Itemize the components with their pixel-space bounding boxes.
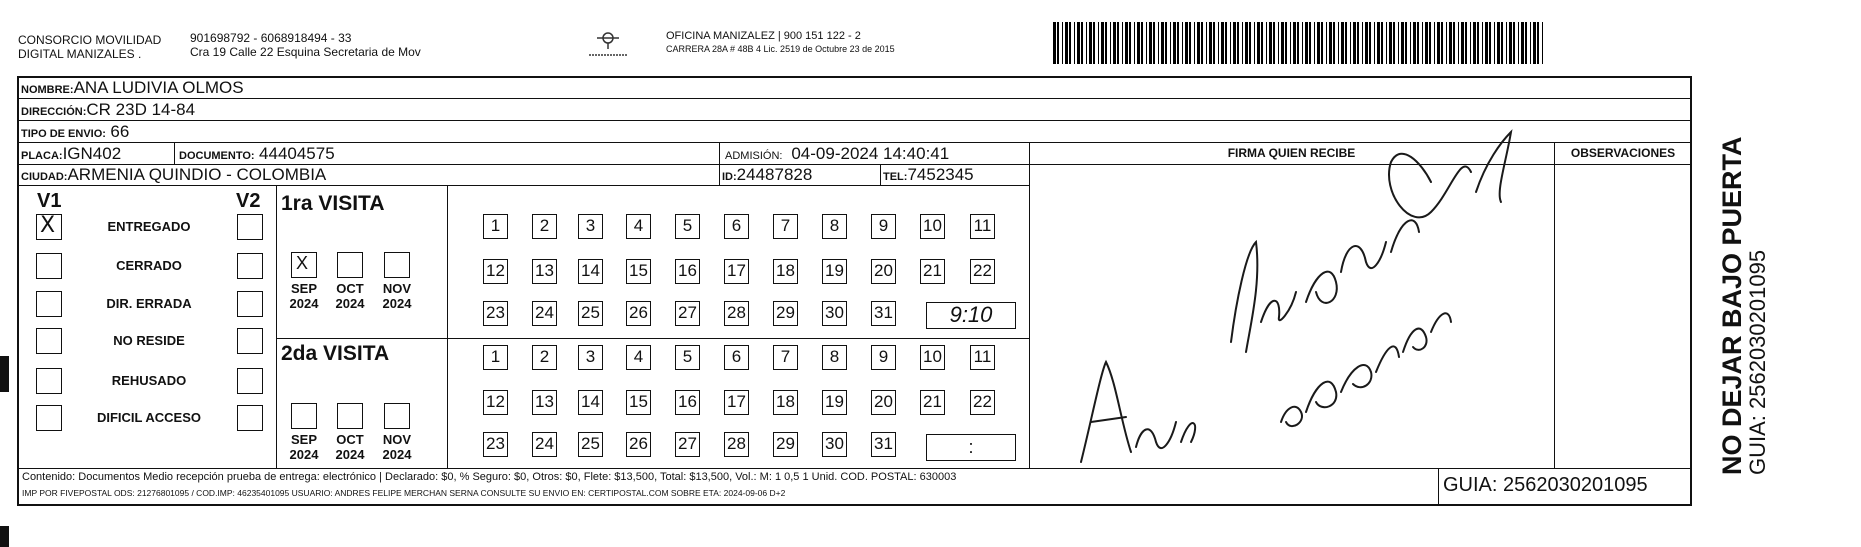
barcode-bar [1338,22,1339,64]
visit2-day-5[interactable]: 5 [675,345,700,370]
barcode-bar [1285,22,1287,64]
barcode-bar [1441,22,1443,64]
v2-checkbox-no-reside[interactable] [237,328,263,354]
plate-label: PLACA: [21,150,63,162]
barcode-bar [1141,22,1143,64]
visit1-month-nov-box[interactable] [384,252,410,278]
barcode-bar [1278,22,1279,64]
signature-header: FIRMA QUIEN RECIBE [1227,146,1356,160]
visit2-day-31[interactable]: 31 [871,432,896,457]
visit2-day-11[interactable]: 11 [970,345,995,370]
v1-checkbox-rehusado[interactable] [36,368,62,394]
visit1-time-box[interactable] [926,302,1016,329]
barcode-bar [1305,22,1308,64]
visit2-month-oct-box[interactable] [337,403,363,429]
admission-value: 04-09-2024 14:40:41 [791,144,950,163]
barcode-bar [1269,22,1272,64]
barcode-bar [1353,22,1356,64]
no-dejar-bajo-puerta: NO DEJAR BAJO PUERTA [1717,136,1747,475]
barcode-bar [1290,22,1291,64]
visit2-day-24[interactable]: 24 [532,432,557,457]
visit1-day-1[interactable]: 1 [483,214,508,239]
barcode-bar [1365,22,1368,64]
v2-checkbox-dificil-acceso[interactable] [237,405,263,431]
v1-label: V1 [37,190,62,212]
barcode-bar [1386,22,1387,64]
status-rehusado: REHUSADO [111,373,187,388]
barcode-bar [1369,22,1371,64]
visit1-day-16[interactable]: 16 [675,259,700,284]
barcode-bar [1398,22,1399,64]
barcode-bar [1177,22,1179,64]
id-label: ID: [722,171,737,183]
barcode-bar [1153,22,1155,64]
barcode-bar [1129,22,1131,64]
barcode-bar [1110,22,1111,64]
barcode-bar [1098,22,1099,64]
visit1-month-sep [280,281,328,311]
company-name [18,33,161,61]
visit2-day-18[interactable]: 18 [773,390,798,415]
barcode-bar [1137,22,1140,64]
status-dificil-acceso: DIFICIL ACCESO [96,410,201,425]
barcode-bar [1069,22,1071,64]
document-value: 44404575 [259,144,335,163]
visit1-day-22[interactable]: 22 [970,259,995,284]
barcode-bar [1053,22,1056,64]
barcode-bar [1101,22,1104,64]
v1-checkbox-entregado[interactable] [36,214,62,240]
barcode-bar [1249,22,1251,64]
visit1-day-3[interactable]: 3 [578,214,603,239]
barcode-bar [1257,22,1260,64]
barcode-bar [1173,22,1176,64]
admission-label: ADMISIÓN: [725,150,783,162]
barcode-bar [1093,22,1095,64]
address-row [21,101,195,121]
v2-checkbox-entregado[interactable] [237,214,263,240]
visit2-day-4[interactable]: 4 [626,345,651,370]
visit2-day-9[interactable]: 9 [871,345,896,370]
barcode-bar [1521,22,1524,64]
barcode-bar [1242,22,1243,64]
visit2-time-box[interactable] [926,434,1016,461]
visit2-day-2[interactable]: 2 [532,345,557,370]
side-guia: GUIA: 2562030201095 [1745,249,1770,475]
visit2-oct-year: 2024 [335,447,365,462]
visit2-title: 2da VISITA [281,342,390,365]
barcode-bar [1501,22,1503,64]
visit1-day-12[interactable]: 12 [483,259,508,284]
barcode-bar [1213,22,1215,64]
barcode-bar [1122,22,1123,64]
visit1-day-26[interactable]: 26 [626,301,651,326]
edge-mark [0,356,9,392]
visit1-day-23[interactable]: 23 [483,301,508,326]
barcode-bar [1326,22,1327,64]
visit1-day-30[interactable]: 30 [822,301,847,326]
visit1-day-11[interactable]: 11 [970,214,995,239]
visit1-title: 1ra VISITA [281,192,385,215]
barcode-bar [1074,22,1075,64]
barcode-bar [1149,22,1152,64]
office-line-1: OFICINA MANIZALEZ | 900 151 122 - 2 [666,30,861,42]
barcode-bar [1381,22,1383,64]
visit1-day-2[interactable]: 2 [532,214,557,239]
name-label: NOMBRE: [21,84,74,96]
city-value: ARMENIA QUINDIO - COLOMBIA [67,165,327,184]
visit1-month-sep-box[interactable] [291,252,317,278]
barcode-bar [1254,22,1255,64]
visit2-day-7[interactable]: 7 [773,345,798,370]
company-phones: 901698792 - 6068918494 - 33 [190,31,352,45]
visit1-nov-label: NOV [382,281,412,296]
barcode-bar [1134,22,1135,64]
barcode-bar [1077,22,1080,64]
barcode-bar [1225,22,1227,64]
v2-label: V2 [236,190,261,212]
barcode-bar [1197,22,1200,64]
plate-value: IGN402 [62,144,122,163]
barcode-bar [1393,22,1395,64]
barcode-bar [1410,22,1411,64]
barcode-bar [1233,22,1236,64]
checkbox-mark: X [40,213,56,238]
status-dir-errada: DIR. ERRADA [106,296,192,311]
v2-checkbox-rehusado[interactable] [237,368,263,394]
city-row [21,166,326,186]
visit1-nov-year: 2024 [382,296,412,311]
barcode-bar [1470,22,1471,64]
barcode-bar [1309,22,1311,64]
edge-mark [0,526,9,547]
status-entregado: ENTREGADO [107,219,191,234]
barcode-bar [1161,22,1164,64]
barcode-bar [1314,22,1315,64]
visit1-day-18[interactable]: 18 [773,259,798,284]
barcode-bar [1317,22,1320,64]
status-cerrado: CERRADO [116,258,182,273]
barcode-bar [1221,22,1224,64]
tel-label: TEL: [883,171,908,183]
id-row [722,166,812,186]
visit1-oct-year: 2024 [335,296,365,311]
barcode-bar [1302,22,1303,64]
visit1-day-24[interactable]: 24 [532,301,557,326]
visit1-day-14[interactable]: 14 [578,259,603,284]
visit2-day-30[interactable]: 30 [822,432,847,457]
admission-row [725,145,949,165]
barcode-bar [1429,22,1431,64]
visit1-day-9[interactable]: 9 [871,214,896,239]
v2-checkbox-cerrado[interactable] [237,253,263,279]
recipient-name: ANA LUDIVIA OLMOS [73,78,244,97]
barcode-bar [1518,22,1519,64]
visit2-month-oct [326,432,374,462]
barcode-bar [1189,22,1191,64]
barcode-bar [1485,22,1488,64]
visit1-day-13[interactable]: 13 [532,259,557,284]
company-contact [190,31,421,59]
barcode-bar [1374,22,1375,64]
visit2-day-6[interactable]: 6 [724,345,749,370]
barcode-bar [1062,22,1063,64]
visit1-month-mark: X [296,253,309,273]
barcode-bar [1389,22,1392,64]
barcode-bar [1146,22,1147,64]
id-value: 24487828 [736,165,813,184]
v1-checkbox-no-reside[interactable] [36,328,62,354]
visit2-day-3[interactable]: 3 [578,345,603,370]
company-line-2: DIGITAL MANIZALES . [18,47,142,61]
visit1-time: 9:10 [949,302,993,327]
visit1-day-31[interactable]: 31 [871,301,896,326]
visit2-day-25[interactable]: 25 [578,432,603,457]
barcode-bar [1261,22,1263,64]
visit2-time-sep: : [968,437,974,457]
barcode-bar [1158,22,1159,64]
barcode-bar [1206,22,1207,64]
barcode-bar [1473,22,1476,64]
barcode-bar [1321,22,1323,64]
visit2-day-1[interactable]: 1 [483,345,508,370]
visit2-day-19[interactable]: 19 [822,390,847,415]
visit1-oct-label: OCT [336,281,364,296]
barcode-bar [1065,22,1068,64]
barcode-bar [1245,22,1248,64]
barcode-bar [1297,22,1299,64]
barcode-bar [1453,22,1455,64]
barcode-bar [1113,22,1116,64]
barcode-bar [1218,22,1219,64]
visit1-day-29[interactable]: 29 [773,301,798,326]
barcode-bar [1525,22,1527,64]
visit2-day-13[interactable]: 13 [532,390,557,415]
visit1-sep-year: 2024 [289,296,319,311]
visit2-day-26[interactable]: 26 [626,432,651,457]
barcode-bar [1497,22,1500,64]
barcode-bar [1201,22,1203,64]
visit2-sep-label: SEP [290,432,317,447]
send-type-label: TIPO DE ENVIO: [21,128,106,140]
barcode-bar [1081,22,1083,64]
barcode-bar [1537,22,1539,64]
footer-guia: GUIA: 2562030201095 [1443,474,1648,496]
barcode-bar [1209,22,1212,64]
barcode-bar [1170,22,1171,64]
barcode-bar [1230,22,1231,64]
visit2-nov-label: NOV [382,432,412,447]
barcode [1053,22,1547,64]
barcode-bar [1266,22,1267,64]
barcode-bar [1377,22,1380,64]
address-label: DIRECCIÓN: [21,106,87,118]
barcode-bar [1125,22,1128,64]
logo-icon [585,28,631,60]
tel-row [883,166,974,186]
barcode-bar [1117,22,1119,64]
barcode-bar [1182,22,1183,64]
barcode-bar [1437,22,1440,64]
recipient-signature [1031,122,1551,466]
visit2-day-28[interactable]: 28 [724,432,749,457]
barcode-bar [1329,22,1332,64]
send-type: 66 [110,122,130,141]
visit1-day-21[interactable]: 21 [920,259,945,284]
delivery-form [17,76,1692,506]
barcode-bar [1405,22,1407,64]
v1-checkbox-cerrado[interactable] [36,253,62,279]
barcode-bar [1446,22,1447,64]
imp-line: IMP POR FIVEPOSTAL ODS: 21276801095 / COD.IMP: 46235401095 USUARIO: ANDRES FELIPE MERCHAN SERNA CONSULTE SU ENVIO EN: CERTIPOSTAL.COM SOBRE ETA: 2024-09-06 D+2 [22,488,786,498]
visit1-day-4[interactable]: 4 [626,214,651,239]
barcode-bar [1542,22,1543,64]
visit2-month-nov-box[interactable] [384,403,410,429]
side-warning [1718,136,1770,475]
barcode-bar [1086,22,1087,64]
visit2-day-22[interactable]: 22 [970,390,995,415]
office-info [666,30,895,55]
send-type-row [21,123,129,143]
visit1-month-oct [326,281,374,311]
barcode-bar [1281,22,1284,64]
barcode-bar [1506,22,1507,64]
barcode-bar [1458,22,1459,64]
status-no-reside: NO RESIDE [113,333,185,348]
barcode-bar [1357,22,1359,64]
barcode-bar [1530,22,1531,64]
barcode-bar [1449,22,1452,64]
document-label: DOCUMENTO: [179,150,255,162]
visit1-day-17[interactable]: 17 [724,259,749,284]
visit2-day-10[interactable]: 10 [920,345,945,370]
barcode-bar [1533,22,1536,64]
barcode-bar [1513,22,1515,64]
barcode-bar [1401,22,1404,64]
visit2-day-21[interactable]: 21 [920,390,945,415]
plate-row [21,145,121,165]
v2-checkbox-dir-errada[interactable] [237,291,263,317]
v1-checkbox-dir-errada[interactable] [36,291,62,317]
visit1-day-19[interactable]: 19 [822,259,847,284]
barcode-bar [1293,22,1296,64]
document-row [179,145,335,165]
recipient-address: CR 23D 14-84 [86,100,196,119]
visit1-sep-label: SEP [290,281,317,296]
visit1-day-15[interactable]: 15 [626,259,651,284]
visit2-month-nov [373,432,421,462]
company-line-1: CONSORCIO MOVILIDAD [18,33,162,47]
visit1-day-5[interactable]: 5 [675,214,700,239]
barcode-bar [1434,22,1435,64]
observations-header: OBSERVACIONES [1570,146,1676,160]
barcode-bar [1417,22,1419,64]
visit2-day-16[interactable]: 16 [675,390,700,415]
barcode-bar [1345,22,1347,64]
barcode-bar [1425,22,1428,64]
visit2-oct-label: OCT [336,432,364,447]
barcode-bar [1333,22,1335,64]
visit1-day-20[interactable]: 20 [871,259,896,284]
barcode-bar [1482,22,1483,64]
visit2-day-20[interactable]: 20 [871,390,896,415]
visit2-month-sep-box[interactable] [291,403,317,429]
barcode-bar [1057,22,1059,64]
visit2-day-23[interactable]: 23 [483,432,508,457]
content-line: Contenido: Documentos Medio recepción prueba de entrega: electrónico | Declarado: $0, % Seguro: $0, Otros: $0, Flete: $13,500, Total: $13,500, Vol.: M: 1 0,5 1 Unid. COD. POSTAL: 630003 [22,471,957,483]
name-row [21,79,244,99]
barcode-bar [1465,22,1467,64]
barcode-bar [1422,22,1423,64]
visit1-day-10[interactable]: 10 [920,214,945,239]
visit2-sep-year: 2024 [289,447,319,462]
visit1-month-oct-box[interactable] [337,252,363,278]
visit1-day-7[interactable]: 7 [773,214,798,239]
visit2-day-15[interactable]: 15 [626,390,651,415]
office-line-2: CARRERA 28A # 48B 4 Lic. 2519 de Octubre 23 de 2015 [666,44,895,54]
barcode-bar [1185,22,1188,64]
visit2-day-12[interactable]: 12 [483,390,508,415]
visit2-day-14[interactable]: 14 [578,390,603,415]
barcode-bar [1461,22,1464,64]
visit2-day-29[interactable]: 29 [773,432,798,457]
visit2-day-8[interactable]: 8 [822,345,847,370]
city-label: CIUDAD: [21,171,68,183]
barcode-bar [1494,22,1495,64]
barcode-bar [1413,22,1416,64]
visit2-day-17[interactable]: 17 [724,390,749,415]
visit1-day-27[interactable]: 27 [675,301,700,326]
barcode-bar [1350,22,1351,64]
visit1-day-28[interactable]: 28 [724,301,749,326]
barcode-bar [1237,22,1239,64]
visit2-day-27[interactable]: 27 [675,432,700,457]
barcode-bar [1477,22,1479,64]
visit2-nov-year: 2024 [382,447,412,462]
barcode-bar [1194,22,1195,64]
barcode-bar [1489,22,1491,64]
barcode-bar [1509,22,1512,64]
tel-value: 7452345 [907,165,974,184]
barcode-bar [1273,22,1275,64]
visit1-day-25[interactable]: 25 [578,301,603,326]
company-address: Cra 19 Calle 22 Esquina Secretaria de Mov [190,45,421,59]
barcode-bar [1341,22,1344,64]
barcode-bar [1165,22,1167,64]
barcode-bar [1105,22,1107,64]
visit2-month-sep [280,432,328,462]
visit1-day-8[interactable]: 8 [822,214,847,239]
v1-checkbox-dificil-acceso[interactable] [36,405,62,431]
visit1-month-nov [373,281,421,311]
barcode-bar [1089,22,1092,64]
barcode-bar [1362,22,1363,64]
visit1-day-6[interactable]: 6 [724,214,749,239]
